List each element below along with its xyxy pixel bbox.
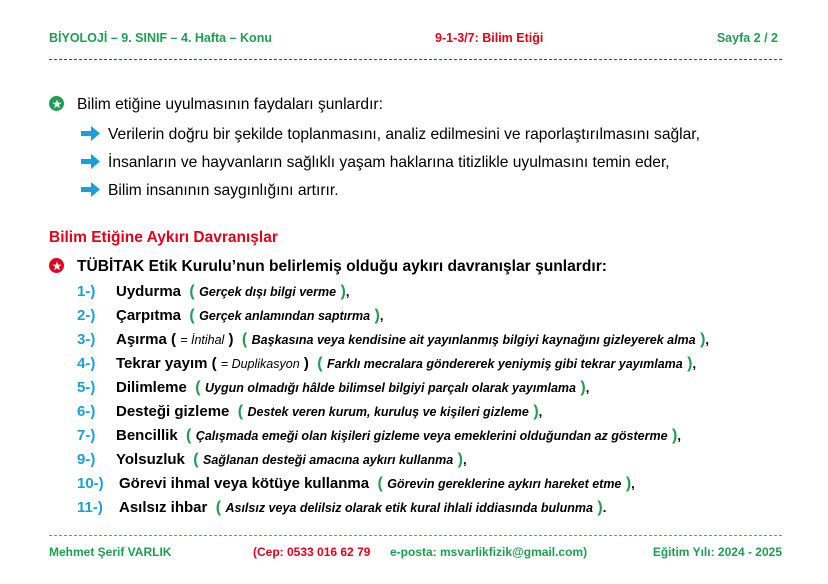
footer-phone: (Cep: 0533 016 62 79 (253, 545, 371, 559)
violation-end-punctuation: , (462, 452, 467, 467)
violation-term: Aşırma (116, 331, 167, 348)
benefits-intro (49, 96, 383, 114)
section-title: Bilim Etiğine Aykırı Davranışlar (49, 229, 278, 246)
violation-description: Farklı mecralara göndererek yeniymiş gibi tekrar yayımlama (326, 357, 683, 371)
benefit-item-text: Bilim insanının saygınlığını artırır. (108, 182, 339, 199)
violation-end-punctuation: , (677, 428, 681, 443)
violation-term: Dilimleme (116, 379, 187, 396)
violation-description: Uygun olmadığı hâlde bilimsel bilgiyi parçalı olarak yayımlama (205, 381, 576, 395)
violation-end-punctuation: , (705, 332, 710, 347)
star-bullet-icon (49, 258, 64, 273)
violations-intro-text: TÜBİTAK Etik Kurulu’nun belirlemiş olduğu aykırı davranışlar şunlardır: (77, 258, 607, 275)
violation-end-punctuation: , (379, 308, 384, 323)
violation-description: Destek veren kurum, kuruluş ve kişileri gizleme (247, 405, 529, 419)
arrow-right-icon (81, 182, 100, 197)
violation-description: Sağlanan desteği amacına aykırı kullanma (203, 453, 454, 467)
benefits-intro-text: Bilim etiğine uyulmasının faydaları şunlardır: (77, 96, 383, 113)
star-bullet-icon (49, 96, 64, 111)
violation-number: 1-) (77, 283, 96, 300)
violation-number: 7-) (77, 427, 96, 444)
violation-term-line: Yolsuzluk ( Sağlanan desteği amacına aykırı kullanma ), (116, 451, 467, 468)
benefit-item (81, 126, 700, 144)
violation-end-punctuation: , (585, 380, 590, 395)
footer-divider (49, 535, 782, 536)
violation-term-line: Tekrar yayım ( = Duplikasyon ) ( Farklı mecralara göndererek yeniymiş gibi tekrar yayımlama ), (116, 355, 697, 372)
benefit-item-text: İnsanların ve hayvanların sağlıklı yaşam haklarına titizlikle uyulmasını temin eder, (108, 154, 670, 171)
arrow-right-icon (81, 154, 100, 169)
violation-term-line: Uydurma ( Gerçek dışı bilgi verme ), (116, 283, 350, 300)
violation-term: Çarpıtma (116, 307, 182, 324)
violation-description: Görevin gereklerine aykırı hareket etme (387, 477, 622, 491)
benefit-item-text: Verilerin doğru bir şekilde toplanmasını, analiz edilmesini ve raporlaştırılmasını sağlar, (108, 126, 700, 143)
benefit-item (81, 182, 339, 200)
benefit-item (81, 154, 670, 172)
violation-term-line: Bencillik ( Çalışmada emeği olan kişileri gizleme veya emeklerini olduğundan az gösterme ), (116, 427, 681, 444)
violation-number: 5-) (77, 379, 96, 396)
violation-description: Başkasına veya kendisine ait yayınlanmış bilgiyi kaynağını gizleyerek alma (251, 333, 696, 347)
violation-end-punctuation: , (538, 404, 543, 419)
violation-term-line: Desteği gizleme ( Destek veren kurum, kuruluş ve kişileri gizleme ), (116, 403, 543, 420)
violation-number: 11-) (77, 499, 103, 516)
violation-end-punctuation: , (631, 476, 635, 491)
header-divider (49, 59, 782, 60)
violation-term: Uydurma (116, 283, 182, 300)
footer-email: e-posta: msvarlikfizik@gmail.com) (390, 545, 588, 559)
violation-description: Gerçek anlamından saptırma (199, 309, 371, 323)
violation-alias: = Duplikasyon (220, 357, 300, 371)
violation-number: 10-) (77, 475, 104, 492)
violation-term: Desteği gizleme (116, 403, 230, 420)
header-subject: BİYOLOJİ – 9. SINIF – 4. Hafta – Konu (49, 31, 272, 45)
violation-description: Gerçek dışı bilgi verme (199, 285, 337, 299)
header-page-number: Sayfa 2 / 2 (716, 31, 778, 45)
violation-term: Asılsız ihbar (119, 499, 208, 516)
violation-term: Yolsuzluk (116, 451, 185, 468)
violation-end-punctuation: , (345, 284, 350, 299)
violation-term: Bencillik (116, 427, 178, 444)
violation-term-line: Görevi ihmal veya kötüye kullanma ( Görevin gereklerine aykırı hareket etme ), (119, 475, 635, 492)
violation-term-line: Asılsız ihbar ( Asılsız veya delilsiz olarak etik kural ihlali iddiasında bulunma ). (119, 499, 607, 516)
violation-term: Görevi ihmal veya kötüye kullanma (119, 475, 370, 492)
violation-alias: = İntihal (180, 333, 225, 347)
violation-term-line: Çarpıtma ( Gerçek anlamından saptırma ), (116, 307, 384, 324)
header-topic: 9-1-3/7: Bilim Etiği (435, 31, 544, 45)
violation-term: Tekrar yayım (116, 355, 208, 372)
page-header (49, 31, 778, 49)
violation-term-line: Dilimleme ( Uygun olmadığı hâlde bilimsel bilgiyi parçalı olarak yayımlama ), (116, 379, 590, 396)
arrow-right-icon (81, 126, 100, 141)
violation-number: 2-) (77, 307, 96, 324)
violation-end-punctuation: . (602, 500, 607, 515)
footer-school-year: Eğitim Yılı: 2024 - 2025 (652, 545, 782, 559)
violation-description: Çalışmada emeği olan kişileri gizleme veya emeklerini olduğundan az gösterme (195, 429, 668, 443)
violation-number: 4-) (77, 355, 96, 372)
violation-term-line: Aşırma ( = İntihal ) ( Başkasına veya kendisine ait yayınlanmış bilgiyi kaynağını gizleyerek alma ), (116, 331, 710, 348)
violation-number: 3-) (77, 331, 96, 348)
violation-end-punctuation: , (692, 356, 697, 371)
footer-author: Mehmet Şerif VARLIK (49, 545, 172, 559)
violations-intro (49, 258, 607, 276)
violation-number: 9-) (77, 451, 96, 468)
violation-number: 6-) (77, 403, 96, 420)
violation-description: Asılsız veya delilsiz olarak etik kural ihlali iddiasında bulunma (225, 501, 593, 515)
